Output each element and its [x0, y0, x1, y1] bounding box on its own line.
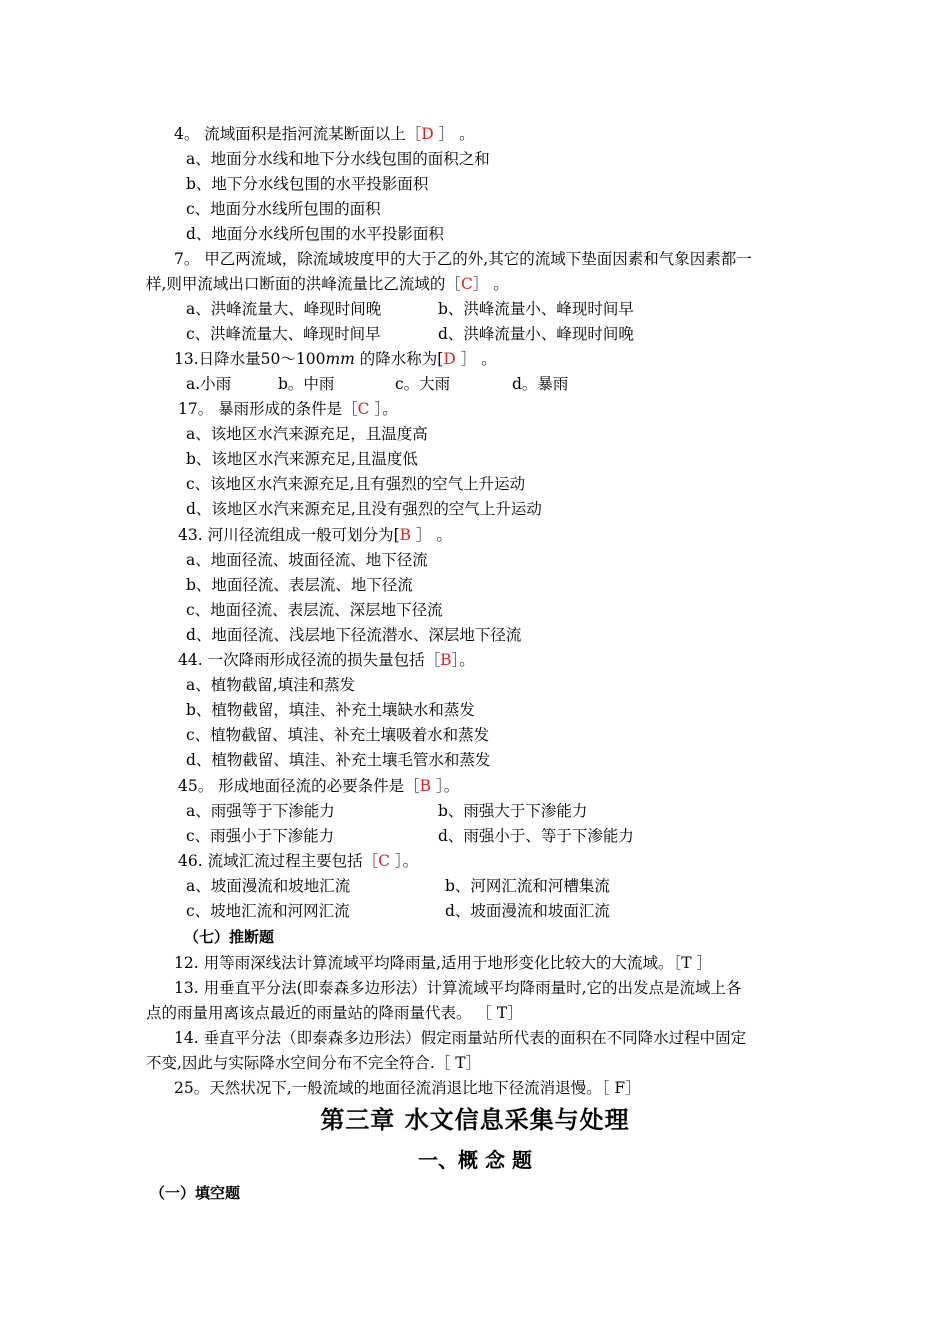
statement-14-cont: 不变,因此与实际降水空间分布不完全符合.［ T］: [146, 1054, 482, 1072]
answer-mark: D: [443, 350, 456, 368]
section-title-true-false: （七）推断题: [184, 928, 275, 946]
section-title-fill-in: （一）填空题: [150, 1184, 241, 1202]
question-45-stem: 45。 形成地面径流的必要条件是［B ］。: [178, 777, 460, 795]
answer-mark: B: [440, 651, 452, 669]
answer-mark: B: [419, 777, 432, 795]
answer-mark: B: [399, 526, 412, 544]
option-d: d、地面径流、浅层地下径流潜水、深层地下径流: [186, 626, 522, 644]
option-c: c、坡地汇流和河网汇流: [186, 902, 350, 920]
option-c: c、洪峰流量大、峰现时间早: [186, 325, 381, 343]
statement-25: 25。天然状况下,一般流域的地面径流消退比地下径流消退慢。［ F］: [174, 1079, 641, 1097]
question-13-stem: 13.日降水量50～100mm 的降水称为[D ］ 。: [174, 350, 497, 368]
answer-mark: C: [357, 400, 370, 418]
option-d: d、植物截留、填洼、补充土壤毛管水和蒸发: [186, 751, 491, 769]
question-17-stem: 17。 暴雨形成的条件是［C ］。: [178, 400, 398, 418]
option-a: a、植物截留,填洼和蒸发: [186, 676, 356, 694]
unit: mm: [325, 350, 355, 368]
option-c: c、该地区水汽来源充足,且有强烈的空气上升运动: [186, 475, 526, 493]
statement-12: 12. 用等雨深线法计算流域平均降雨量,适用于地形变化比较大的大流域。［T ］: [174, 954, 713, 972]
option-a: a、地面分水线和地下分水线包围的面积之和: [186, 150, 490, 168]
option-d: d。暴雨: [512, 375, 569, 393]
question-7-stem: 7。 甲乙两流域，除流域坡度甲的大于乙的外,其它的流域下垫面因素和气象因素都一: [174, 250, 752, 268]
option-d: d、该地区水汽来源充足,且没有强烈的空气上升运动: [186, 500, 542, 518]
question-4-stem: 4。 流域面积是指河流某断面以上［D ］ 。: [174, 125, 475, 143]
option-d: d、坡面漫流和坡面汇流: [445, 902, 610, 920]
question-43-stem: 43. 河川径流组成一般可划分为[B ］ 。: [178, 526, 452, 544]
option-d: d、洪峰流量小、峰现时间晚: [438, 325, 634, 343]
question-7-stem-cont: 样,则甲流域出口断面的洪峰流量比乙流域的［C］ 。: [146, 275, 509, 293]
part-title: 一、概 念 题: [418, 1148, 532, 1172]
answer-mark: D: [421, 125, 434, 143]
option-b: b、地面径流、表层流、地下径流: [186, 576, 413, 594]
option-b: b、洪峰流量小、峰现时间早: [438, 300, 634, 318]
option-a: a、坡面漫流和坡地汇流: [186, 877, 351, 895]
answer-mark: C: [460, 275, 473, 293]
question-44-stem: 44. 一次降雨形成径流的损失量包括［B］。: [178, 651, 475, 669]
chapter-title: 第三章 水文信息采集与处理: [320, 1106, 630, 1134]
statement-13: 13. 用垂直平分法(即泰森多边形法）计算流域平均降雨量时,它的出发点是流域上各: [174, 979, 742, 997]
option-c: c、地面分水线所包围的面积: [186, 200, 381, 218]
statement-13-cont: 点的雨量用离该点最近的雨量站的降雨量代表。 ［ T］: [146, 1004, 523, 1022]
option-a: a、洪峰流量大、峰现时间晚: [186, 300, 382, 318]
option-a: a、地面径流、坡面径流、地下径流: [186, 551, 428, 569]
option-b: b、地下分水线包围的水平投影面积: [186, 175, 429, 193]
question-46-stem: 46. 流域汇流过程主要包括［C ］。: [178, 852, 419, 870]
statement-14: 14. 垂直平分法（即泰森多边形法）假定雨量站所代表的面积在不同降水过程中固定: [174, 1029, 747, 1047]
answer-mark: C: [378, 852, 390, 870]
option-a: a、该地区水汽来源充足，且温度高: [186, 425, 428, 443]
option-c: c。大雨: [395, 375, 451, 393]
option-a: a、雨强等于下渗能力: [186, 802, 335, 820]
option-c: c、植物截留、填洼、补充土壤吸着水和蒸发: [186, 726, 490, 744]
option-c: c、雨强小于下渗能力: [186, 827, 335, 845]
option-b: b、该地区水汽来源充足,且温度低: [186, 450, 418, 468]
option-d: d、地面分水线所包围的水平投影面积: [186, 225, 444, 243]
option-b: b。中雨: [278, 375, 335, 393]
option-d: d、雨强小于、等于下渗能力: [438, 827, 634, 845]
option-b: b、植物截留，填洼、补充土壤缺水和蒸发: [186, 701, 475, 719]
option-a: a.小雨: [186, 375, 232, 393]
option-b: b、雨强大于下渗能力: [438, 802, 588, 820]
option-c: c、地面径流、表层流、深层地下径流: [186, 601, 443, 619]
option-b: b、河网汇流和河槽集流: [445, 877, 610, 895]
